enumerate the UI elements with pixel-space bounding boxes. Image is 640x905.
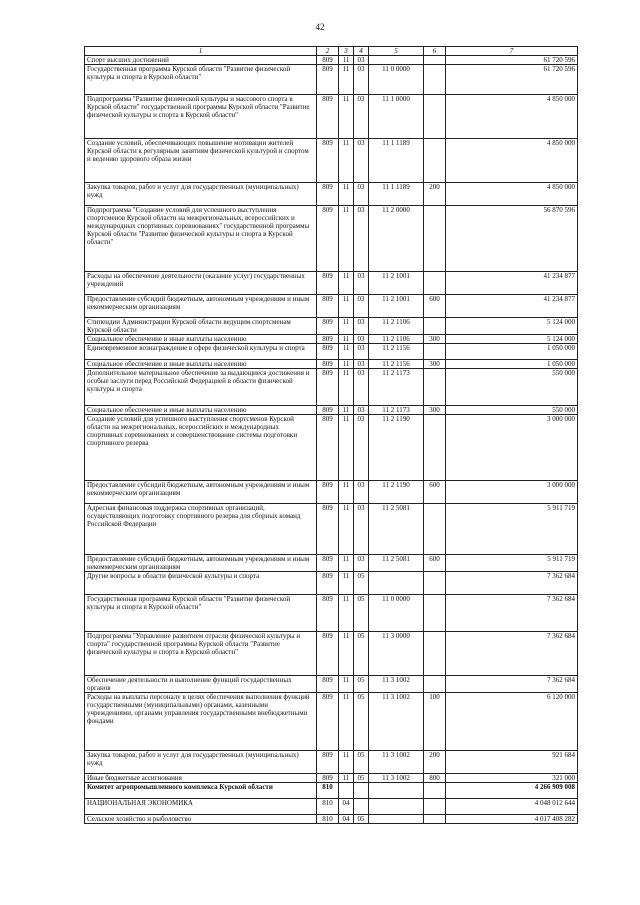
row-ministry: 809 — [317, 335, 339, 344]
row-expense-type — [424, 783, 446, 799]
row-amount: 1 050 000 — [446, 344, 578, 360]
row-expense-type: 600 — [424, 555, 446, 572]
row-amount: 4 048 012 644 — [446, 799, 578, 815]
row-ministry: 809 — [317, 369, 339, 406]
row-name: Расходы на обеспечение деятельности (оказание услуг) государственных учреждений — [85, 272, 317, 295]
table-row — [85, 406, 578, 415]
row-expense-type: 200 — [424, 183, 446, 206]
row-amount: 5 911 719 — [446, 504, 578, 555]
table-row — [85, 360, 578, 369]
table-row — [85, 676, 578, 693]
table-row — [85, 632, 578, 676]
row-target: 11 2 1106 — [369, 335, 424, 344]
row-amount: 5 911 719 — [446, 555, 578, 572]
table-row — [85, 139, 578, 183]
row-target: 11 2 1001 — [369, 295, 424, 318]
row-amount: 6 120 000 — [446, 693, 578, 751]
row-target: 11 2 0000 — [369, 206, 424, 272]
row-target — [369, 572, 424, 595]
row-ministry: 809 — [317, 406, 339, 415]
row-subsection: 05 — [354, 676, 369, 693]
table-row — [85, 504, 578, 555]
row-target: 11 3 1002 — [369, 676, 424, 693]
row-subsection: 03 — [354, 504, 369, 555]
row-section: 11 — [339, 295, 354, 318]
row-target — [369, 815, 424, 824]
row-ministry: 809 — [317, 481, 339, 504]
row-section: 11 — [339, 481, 354, 504]
row-name: Государственная программа Курской области "Развитие физической культуры и спорта в Курской области" — [85, 65, 317, 95]
row-expense-type: 600 — [424, 481, 446, 504]
table-row — [85, 335, 578, 344]
row-section: 11 — [339, 415, 354, 481]
row-target: 11 2 1173 — [369, 369, 424, 406]
row-target: 11 0 0000 — [369, 595, 424, 632]
table-row — [85, 95, 578, 139]
header-cell: 2 — [317, 47, 339, 56]
row-section: 11 — [339, 56, 354, 65]
row-amount: 4 850 000 — [446, 139, 578, 183]
row-ministry: 809 — [317, 572, 339, 595]
row-amount: 550 000 — [446, 369, 578, 406]
row-amount: 4 266 909 008 — [446, 783, 578, 799]
row-subsection: 03 — [354, 206, 369, 272]
row-name: Предоставление субсидий бюджетным, автономным учреждениям и иным некоммерческим организациям — [85, 555, 317, 572]
table-row — [85, 56, 578, 65]
row-section: 11 — [339, 595, 354, 632]
row-name: Государственная программа Курской области "Развитие физической культуры и спорта в Курской области" — [85, 595, 317, 632]
row-target: 11 2 1156 — [369, 360, 424, 369]
row-amount: 4 850 000 — [446, 95, 578, 139]
row-target — [369, 783, 424, 799]
row-ministry: 809 — [317, 95, 339, 139]
row-section: 11 — [339, 206, 354, 272]
row-amount: 3 000 000 — [446, 415, 578, 481]
row-expense-type — [424, 504, 446, 555]
budget-table — [84, 46, 578, 824]
row-amount: 5 124 000 — [446, 318, 578, 335]
row-subsection: 05 — [354, 815, 369, 824]
row-ministry: 809 — [317, 344, 339, 360]
row-amount: 1 050 000 — [446, 360, 578, 369]
row-ministry: 809 — [317, 318, 339, 335]
header-cell: 6 — [424, 47, 446, 56]
row-section: 11 — [339, 360, 354, 369]
row-name: Создание условий, обеспечивающих повышение мотивации жителей Курской области к регулярным занятиям физической культурой и спортом и ведению здорового образа жизни — [85, 139, 317, 183]
row-subsection: 05 — [354, 751, 369, 774]
page-number: 42 — [315, 22, 325, 32]
row-target: 11 1 1189 — [369, 139, 424, 183]
table-row — [85, 65, 578, 95]
row-target: 11 3 0000 — [369, 632, 424, 676]
row-amount: 3 000 000 — [446, 481, 578, 504]
row-amount: 7 362 684 — [446, 632, 578, 676]
table-header-row — [85, 47, 578, 56]
row-name: Комитет агропромышленного комплекса Курской области — [85, 783, 317, 799]
row-subsection: 03 — [354, 481, 369, 504]
row-subsection: 03 — [354, 183, 369, 206]
table-row — [85, 415, 578, 481]
row-expense-type — [424, 206, 446, 272]
row-subsection: 03 — [354, 406, 369, 415]
row-section: 11 — [339, 272, 354, 295]
table-row — [85, 295, 578, 318]
table-row — [85, 555, 578, 572]
row-section — [339, 783, 354, 799]
row-name: Стипендии Администрации Курской области ведущим спортсменам Курской области — [85, 318, 317, 335]
row-ministry: 809 — [317, 676, 339, 693]
row-ministry: 809 — [317, 183, 339, 206]
row-section: 11 — [339, 504, 354, 555]
table-row — [85, 815, 578, 824]
row-ministry: 809 — [317, 360, 339, 369]
table-row — [85, 783, 578, 799]
row-section: 11 — [339, 139, 354, 183]
header-cell: 5 — [369, 47, 424, 56]
row-subsection: 05 — [354, 693, 369, 751]
row-amount: 41 234 877 — [446, 295, 578, 318]
row-section: 11 — [339, 369, 354, 406]
row-amount: 56 870 596 — [446, 206, 578, 272]
row-ministry: 809 — [317, 774, 339, 783]
row-name: Подпрограмма "Развитие физической культуры и массового спорта в Курской области" государственной программы Курской области "Развитие физической культуры и спорта в Курской области" — [85, 95, 317, 139]
row-section: 11 — [339, 406, 354, 415]
table-row — [85, 572, 578, 595]
row-section: 11 — [339, 555, 354, 572]
row-subsection: 03 — [354, 272, 369, 295]
table-row — [85, 751, 578, 774]
row-ministry: 809 — [317, 693, 339, 751]
row-amount: 5 124 000 — [446, 335, 578, 344]
header-cell: 4 — [354, 47, 369, 56]
row-expense-type — [424, 676, 446, 693]
row-ministry: 810 — [317, 799, 339, 815]
row-amount: 7 362 684 — [446, 676, 578, 693]
row-target: 11 3 1002 — [369, 774, 424, 783]
row-expense-type — [424, 815, 446, 824]
row-name: Предоставление субсидий бюджетным, автономным учреждениям и иным некоммерческим организациям — [85, 295, 317, 318]
row-name: Социальное обеспечение и иные выплаты населению — [85, 360, 317, 369]
row-subsection: 05 — [354, 774, 369, 783]
row-subsection: 03 — [354, 95, 369, 139]
row-amount: 7 362 684 — [446, 595, 578, 632]
row-expense-type: 300 — [424, 360, 446, 369]
row-target: 11 3 1002 — [369, 751, 424, 774]
row-ministry: 809 — [317, 272, 339, 295]
row-name: Социальное обеспечение и иные выплаты населению — [85, 335, 317, 344]
row-section: 04 — [339, 799, 354, 815]
table-row — [85, 693, 578, 751]
row-subsection: 03 — [354, 415, 369, 481]
table-row — [85, 344, 578, 360]
row-expense-type — [424, 799, 446, 815]
row-ministry: 809 — [317, 65, 339, 95]
row-ministry: 809 — [317, 504, 339, 555]
row-subsection: 03 — [354, 318, 369, 335]
table-row — [85, 318, 578, 335]
row-name: Единовременное вознаграждение в сфере физической культуры и спорта — [85, 344, 317, 360]
row-target: 11 2 1106 — [369, 318, 424, 335]
row-target: 11 2 1001 — [369, 272, 424, 295]
row-amount: 550 000 — [446, 406, 578, 415]
row-expense-type — [424, 318, 446, 335]
row-expense-type — [424, 272, 446, 295]
table-row — [85, 799, 578, 815]
row-expense-type: 300 — [424, 335, 446, 344]
row-target: 11 2 1156 — [369, 344, 424, 360]
row-target — [369, 56, 424, 65]
row-name: Закупка товаров, работ и услуг для государственных (муниципальных) нужд — [85, 751, 317, 774]
row-name: Создание условий для успешного выступления спортсменов Курской области на межрегиональных, всероссийских и международных спортивных соревнованиях и совершенствование системы подготовки спортивного резерва — [85, 415, 317, 481]
row-amount: 4 017 408 282 — [446, 815, 578, 824]
row-name: Социальное обеспечение и иные выплаты населению — [85, 406, 317, 415]
row-section: 11 — [339, 95, 354, 139]
row-ministry: 809 — [317, 595, 339, 632]
row-name: Закупка товаров, работ и услуг для государственных (муниципальных) нужд — [85, 183, 317, 206]
row-subsection: 03 — [354, 56, 369, 65]
row-amount: 921 684 — [446, 751, 578, 774]
row-subsection: 05 — [354, 572, 369, 595]
row-target: 11 2 1173 — [369, 406, 424, 415]
row-section: 11 — [339, 183, 354, 206]
table-row — [85, 206, 578, 272]
row-ministry: 809 — [317, 295, 339, 318]
row-name: Дополнительное материальное обеспечение за выдающиеся достижения и особые заслуги перед Российской Федерацией в области физической культуры и спорта — [85, 369, 317, 406]
header-cell: 1 — [85, 47, 317, 56]
row-name: Расходы на выплаты персоналу в целях обеспечения выполнения функций государственными (муниципальными) органами, казенными учреждениями, органами управления государственными внебюджетными фондами — [85, 693, 317, 751]
row-expense-type: 100 — [424, 693, 446, 751]
row-amount: 61 720 596 — [446, 56, 578, 65]
row-target — [369, 799, 424, 815]
row-target: 11 2 5081 — [369, 504, 424, 555]
header-cell: 3 — [339, 47, 354, 56]
row-name: Подпрограмма "Управление развитием отрасли физической культуры и спорта" государственной программы Курской области "Развитие физической культуры и спорта в Курской области" — [85, 632, 317, 676]
table-row — [85, 595, 578, 632]
row-ministry: 809 — [317, 632, 339, 676]
row-target: 11 0 0000 — [369, 65, 424, 95]
row-target: 11 1 0000 — [369, 95, 424, 139]
table-row — [85, 369, 578, 406]
row-section: 11 — [339, 774, 354, 783]
row-subsection: 03 — [354, 360, 369, 369]
row-name: Адресная финансовая поддержка спортивных организаций, осуществляющих подготовку спортивного резерва для сборных команд Российской Федерации — [85, 504, 317, 555]
row-subsection: 03 — [354, 295, 369, 318]
row-expense-type — [424, 632, 446, 676]
row-section: 11 — [339, 65, 354, 95]
row-expense-type — [424, 56, 446, 65]
row-expense-type: 800 — [424, 774, 446, 783]
row-amount: 41 234 877 — [446, 272, 578, 295]
row-ministry: 809 — [317, 751, 339, 774]
row-expense-type — [424, 344, 446, 360]
row-expense-type: 200 — [424, 751, 446, 774]
table-row — [85, 481, 578, 504]
row-section: 11 — [339, 318, 354, 335]
row-subsection: 03 — [354, 335, 369, 344]
row-expense-type — [424, 415, 446, 481]
row-subsection — [354, 799, 369, 815]
row-target: 11 3 1002 — [369, 693, 424, 751]
row-section: 11 — [339, 676, 354, 693]
row-ministry: 809 — [317, 206, 339, 272]
row-name: Иные бюджетные ассигнования — [85, 774, 317, 783]
row-section: 11 — [339, 632, 354, 676]
row-expense-type — [424, 595, 446, 632]
header-cell: 7 — [446, 47, 578, 56]
table-row — [85, 183, 578, 206]
row-expense-type — [424, 95, 446, 139]
row-expense-type — [424, 65, 446, 95]
row-subsection: 03 — [354, 139, 369, 183]
row-name: Спорт высших достижений — [85, 56, 317, 65]
row-ministry: 809 — [317, 555, 339, 572]
row-expense-type — [424, 139, 446, 183]
row-section: 11 — [339, 335, 354, 344]
row-amount: 7 362 684 — [446, 572, 578, 595]
row-name: Другие вопросы в области физической культуры и спорта — [85, 572, 317, 595]
row-name: НАЦИОНАЛЬНАЯ ЭКОНОМИКА — [85, 799, 317, 815]
row-ministry: 809 — [317, 415, 339, 481]
row-ministry: 810 — [317, 783, 339, 799]
row-amount: 61 720 596 — [446, 65, 578, 95]
row-amount: 4 850 000 — [446, 183, 578, 206]
row-ministry: 809 — [317, 139, 339, 183]
row-amount: 321 000 — [446, 774, 578, 783]
row-subsection: 03 — [354, 65, 369, 95]
row-target: 11 2 5081 — [369, 555, 424, 572]
row-section: 11 — [339, 572, 354, 595]
row-name: Обеспечение деятельности и выполнение функций государственных органов — [85, 676, 317, 693]
row-expense-type: 600 — [424, 295, 446, 318]
row-subsection: 05 — [354, 632, 369, 676]
row-section: 04 — [339, 815, 354, 824]
row-ministry: 810 — [317, 815, 339, 824]
row-expense-type — [424, 572, 446, 595]
table-row — [85, 272, 578, 295]
row-target: 11 2 1190 — [369, 415, 424, 481]
row-section: 11 — [339, 693, 354, 751]
row-name: Предоставление субсидий бюджетным, автономным учреждениям и иным некоммерческим организациям — [85, 481, 317, 504]
row-section: 11 — [339, 344, 354, 360]
row-subsection: 03 — [354, 555, 369, 572]
row-subsection: 05 — [354, 595, 369, 632]
table-row — [85, 774, 578, 783]
row-section: 11 — [339, 751, 354, 774]
row-ministry: 809 — [317, 56, 339, 65]
row-target: 11 1 1189 — [369, 183, 424, 206]
row-subsection: 03 — [354, 344, 369, 360]
row-expense-type — [424, 369, 446, 406]
row-target: 11 2 1190 — [369, 481, 424, 504]
row-subsection — [354, 783, 369, 799]
row-expense-type: 300 — [424, 406, 446, 415]
row-subsection: 03 — [354, 369, 369, 406]
row-name: Подпрограмма "Создание условий для успешного выступления спортсменов Курской области на межрегиональных, всероссийских и международных спортивных соревнованиях" государственной программы Курской области "Развитие физической культуры и спорта в Курской области" — [85, 206, 317, 272]
row-name: Сельское хозяйство и рыболовство — [85, 815, 317, 824]
